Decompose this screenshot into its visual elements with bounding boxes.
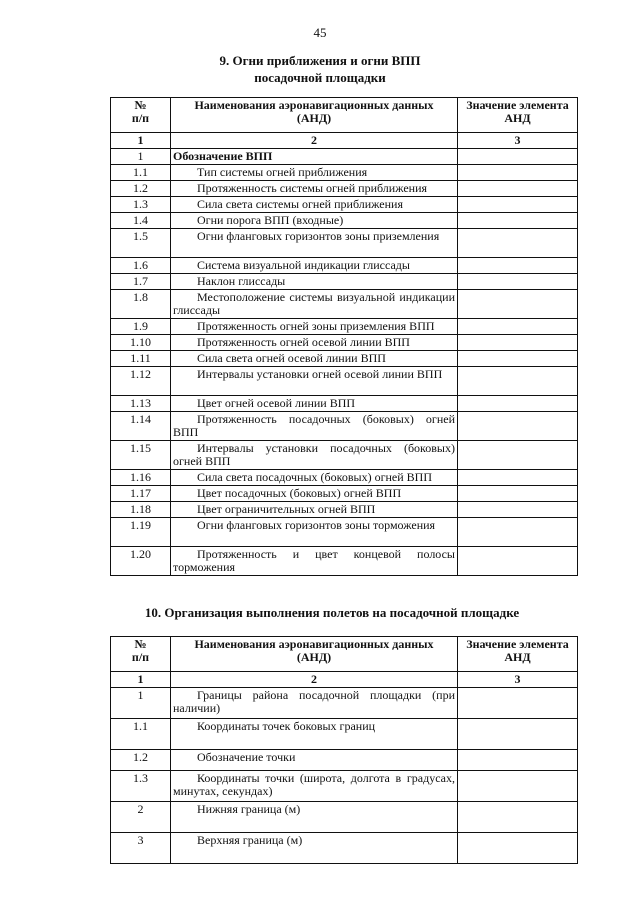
table-row: 1.2 Протяженность системы огней приближения [111, 181, 578, 197]
table-row: 1.14 Протяженность посадочных (боковых) огней ВПП [111, 412, 578, 441]
table-row: 1.10 Протяженность огней осевой линии ВПП [111, 335, 578, 351]
table-row: 1 Границы района посадочной площадки (при наличии) [111, 688, 578, 719]
table-row: 1.11 Сила света огней осевой линии ВПП [111, 351, 578, 367]
section-9-title [0, 52, 640, 86]
header-number: № п/п [111, 637, 171, 672]
table-row: 1.6 Система визуальной индикации глиссады [111, 258, 578, 274]
table-row: 1.1 Координаты точек боковых границ [111, 719, 578, 750]
table-row: 1.8 Местоположение системы визуальной индикации глиссады [111, 290, 578, 319]
table-row: 1.1 Тип системы огней приближения [111, 165, 578, 181]
table-row: 1.9 Протяженность огней зоны приземления ВПП [111, 319, 578, 335]
table-row: 1.13 Цвет огней осевой линии ВПП [111, 396, 578, 412]
table-row: 3 Верхняя граница (м) [111, 833, 578, 864]
table-row: 1.16 Сила света посадочных (боковых) огней ВПП [111, 470, 578, 486]
header-value: Значение элемента АНД [458, 98, 578, 133]
flight-operations-table [110, 636, 578, 864]
table-row: 1.17 Цвет посадочных (боковых) огней ВПП [111, 486, 578, 502]
header-value: Значение элемента АНД [458, 637, 578, 672]
table-row: 1.12 Интервалы установки огней осевой линии ВПП [111, 367, 578, 396]
table-row: 1.15 Интервалы установки посадочных (боковых) огней ВПП [111, 441, 578, 470]
header-number: № п/п [111, 98, 171, 133]
table-row: 1.7 Наклон глиссады [111, 274, 578, 290]
table-row: 1 Обозначение ВПП [111, 149, 578, 165]
table-row: 1.4 Огни порога ВПП (входные) [111, 213, 578, 229]
section-9-title-line2: посадочной площадки [254, 70, 386, 85]
table-row: 1.3 Сила света системы огней приближения [111, 197, 578, 213]
header-name: Наименования аэронавигационных данных (АНД) [171, 637, 458, 672]
section-10-title: 10. Организация выполнения полетов на посадочной площадке [144, 605, 520, 620]
table-row: 1.3 Координаты точки (широта, долгота в градусах, минутах, секундах) [111, 771, 578, 802]
table-index-row: 1 2 3 [111, 672, 578, 688]
table-row: 1.5 Огни фланговых горизонтов зоны приземления [111, 229, 578, 258]
table-row: 1.18 Цвет ограничительных огней ВПП [111, 502, 578, 518]
table-row: 2 Нижняя граница (м) [111, 802, 578, 833]
page-number: 45 [313, 25, 327, 40]
table-header-row [111, 98, 578, 133]
table-index-row: 1 2 3 [111, 133, 578, 149]
table-row: 1.2 Обозначение точки [111, 750, 578, 771]
table-row: 1.19 Огни фланговых горизонтов зоны торможения [111, 518, 578, 547]
approach-lights-table [110, 97, 578, 576]
table-header-row [111, 637, 578, 672]
table-row: 1.20 Протяженность и цвет концевой полосы торможения [111, 547, 578, 576]
header-name: Наименования аэронавигационных данных (АНД) [171, 98, 458, 133]
section-9-title-line1: 9. Огни приближения и огни ВПП [219, 53, 421, 68]
